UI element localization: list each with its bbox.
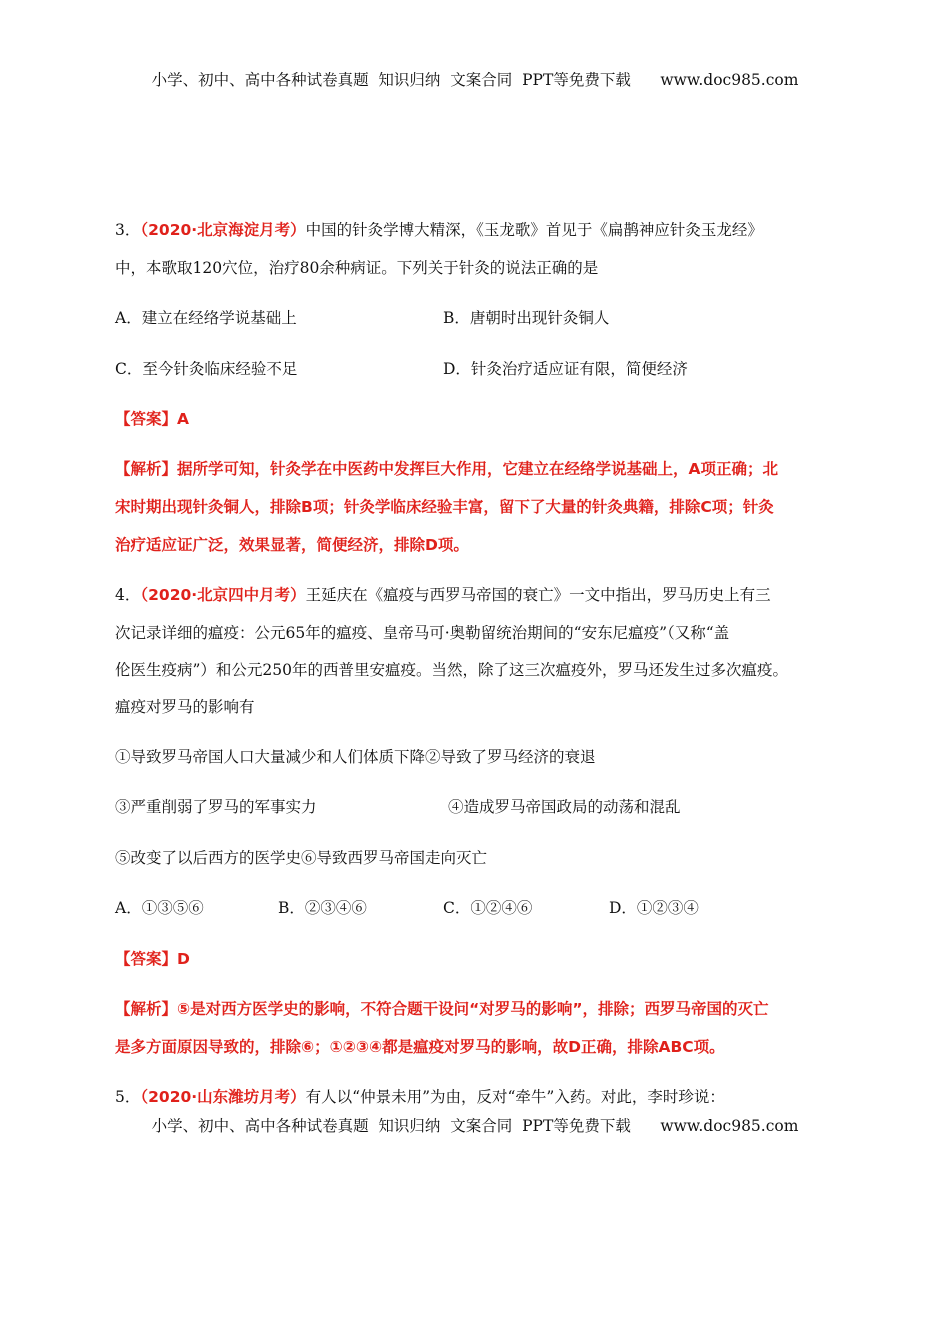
question-3-analysis-line-2: 宋时期出现针灸铜人，排除B项；针灸学临床经验丰富，留下了大量的针灸典籍，排除C项；针灸 <box>115 498 774 516</box>
question-3-number: 3． <box>115 221 141 239</box>
question-3-option-b: B．唐朝时出现针灸铜人 <box>443 309 610 327</box>
question-4-source: （2020·北京四中月考） <box>140 586 306 604</box>
question-3-analysis-line-1: 【解析】据所学可知，针灸学在中医药中发挥巨大作用，它建立在经络学说基础上，A项正确；北 <box>115 460 778 478</box>
question-4-option-b: B．②③④⑥ <box>278 899 367 917</box>
question-4-stem-text: 王延庆在《瘟疫与西罗马帝国的衰亡》一文中指出，罗马历史上有三 <box>305 586 771 604</box>
question-3-stem-text: 中国的针灸学博大精深，《玉龙歌》首见于《扁鹊神应针灸玉龙经》 <box>305 221 763 239</box>
question-3-stem-line-1 <box>115 219 763 241</box>
question-4-analysis-line-1: 【解析】⑤是对西方医学史的影响，不符合题干设问“对罗马的影响”，排除；西罗马帝国的灭亡 <box>115 1000 769 1018</box>
question-4-option-d: D．①②③④ <box>609 899 699 917</box>
question-4-item-4: ④造成罗马帝国政局的动荡和混乱 <box>448 798 681 816</box>
question-4-option-a: A．①③⑤⑥ <box>115 899 204 917</box>
question-4-items-line-3: ⑤改变了以后西方的医学史⑥导致西罗马帝国走向灭亡 <box>115 849 488 867</box>
question-3-option-a: A．建立在经络学说基础上 <box>115 309 297 327</box>
question-4-stem-line-3: 伦医生疫病”）和公元250年的西普里安瘟疫。当然，除了这三次瘟疫外，罗马还发生过多次瘟疫。 <box>115 661 789 679</box>
page-header: 小学、初中、高中各种试卷真题 知识归纳 文案合同 PPT等免费下载 www.doc985.com <box>151 71 799 89</box>
question-4-stem-line-2: 次记录详细的瘟疫：公元65年的瘟疫、皇帝马可·奥勒留统治期间的“安东尼瘟疫”（又称“盖 <box>115 624 730 642</box>
question-4-stem-line-1 <box>115 584 771 606</box>
question-4-option-c: C．①②④⑥ <box>443 899 533 917</box>
question-4-stem-line-4: 瘟疫对罗马的影响有 <box>115 698 255 716</box>
question-5-stem-text: 有人以“仲景未用”为由，反对“牵牛”入药。对此，李时珍说： <box>305 1088 725 1106</box>
page-footer: 小学、初中、高中各种试卷真题 知识归纳 文案合同 PPT等免费下载 www.doc985.com <box>151 1117 799 1135</box>
question-3-stem-line-2: 中，本歌取120穴位，治疗80余种病证。下列关于针灸的说法正确的是 <box>115 259 599 277</box>
question-3-option-c: C．至今针灸临床经验不足 <box>115 360 298 378</box>
question-3-analysis-line-3: 治疗适应证广泛，效果显著，简便经济，排除D项。 <box>115 536 469 554</box>
question-5-number: 5． <box>115 1088 141 1106</box>
question-3-source: （2020·北京海淀月考） <box>140 221 306 239</box>
question-4-analysis-line-2: 是多方面原因导致的，排除⑥；①②③④都是瘟疫对罗马的影响，故D正确，排除ABC项。 <box>115 1038 725 1056</box>
question-4-answer: 【答案】D <box>115 950 190 968</box>
question-4-number: 4． <box>115 586 141 604</box>
question-3-option-d: D．针灸治疗适应证有限，简便经济 <box>443 360 688 378</box>
question-4-items-line-1: ①导致罗马帝国人口大量减少和人们体质下降②导致了罗马经济的衰退 <box>115 748 596 766</box>
question-3-answer: 【答案】A <box>115 410 189 428</box>
question-5-source: （2020·山东潍坊月考） <box>140 1088 306 1106</box>
question-5-stem-line-1 <box>115 1086 725 1108</box>
question-4-item-3: ③严重削弱了罗马的军事实力 <box>115 798 317 816</box>
